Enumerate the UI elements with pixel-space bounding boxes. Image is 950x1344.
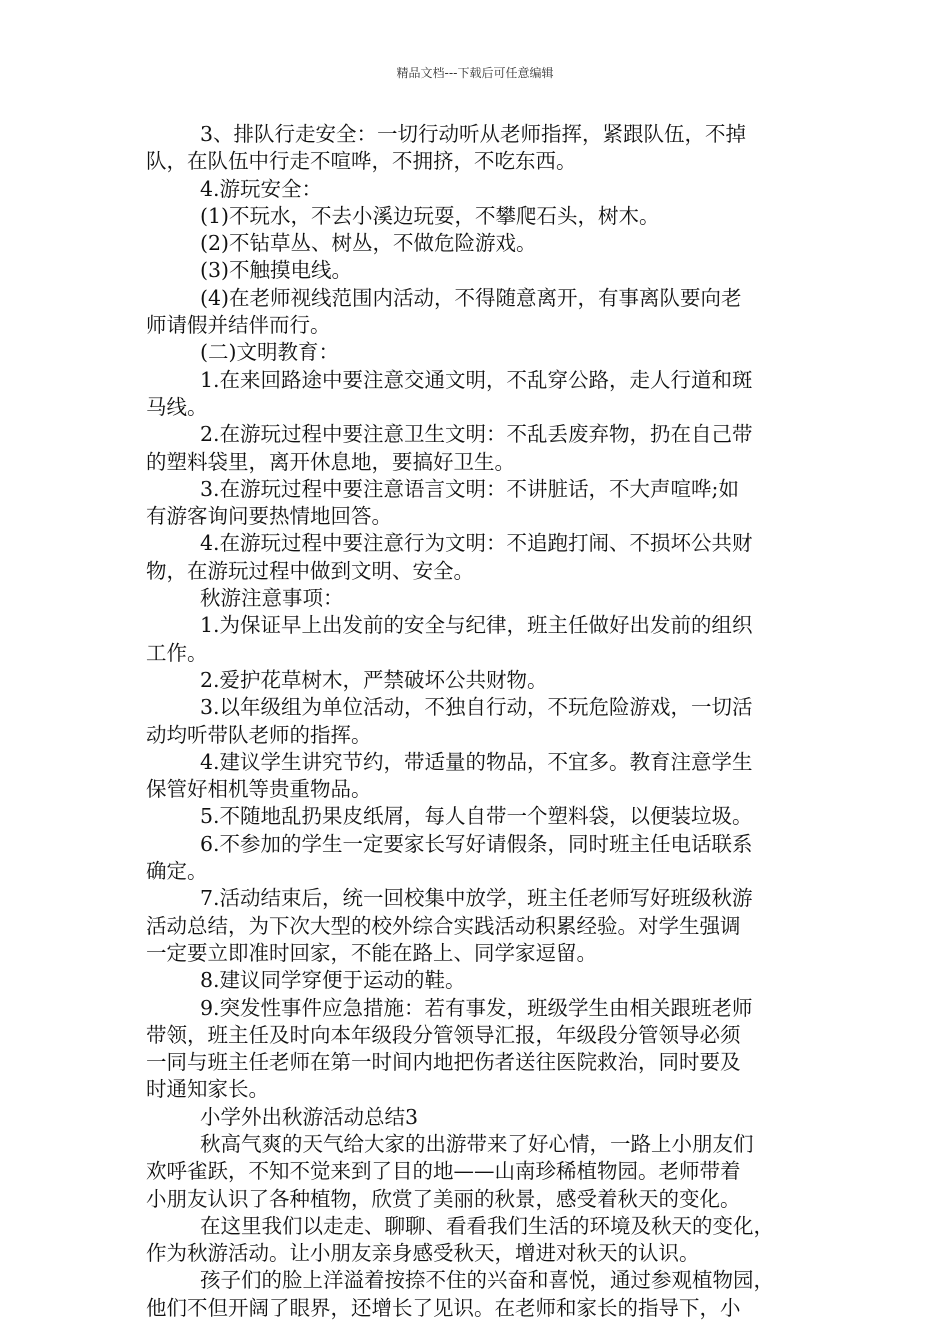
- text-line: 动均听带队老师的指挥。: [146, 722, 372, 747]
- text-line: 1.为保证早上出发前的安全与纪律，班主任做好出发前的组织: [200, 613, 753, 638]
- text-line: 小朋友认识了各种植物，欣赏了美丽的秋景，感受着秋天的变化。: [146, 1186, 741, 1211]
- text-line: (3)不触摸电线。: [200, 258, 353, 283]
- text-line: 马线。: [146, 394, 208, 419]
- text-line: 7.活动结束后，统一回校集中放学，班主任老师写好班级秋游: [200, 886, 753, 911]
- text-line: (4)在老师视线范围内活动，不得随意离开，有事离队要向老: [200, 285, 742, 310]
- text-line: (2)不钻草丛、树丛，不做危险游戏。: [200, 231, 537, 256]
- text-line: (二)文明教育：: [200, 340, 339, 365]
- text-line: 1.在来回路途中要注意交通文明，不乱穿公路，走人行道和斑: [200, 367, 753, 392]
- text-line: 2.爱护花草树木，严禁破坏公共财物。: [200, 667, 548, 692]
- text-line: 3、排队行走安全：一切行动听从老师指挥，紧跟队伍，不掉: [200, 122, 747, 146]
- text-line: 秋高气爽的天气给大家的出游带来了好心情，一路上小朋友们: [200, 1131, 754, 1156]
- text-line: 活动总结，为下次大型的校外综合实践活动积累经验。对学生强调: [146, 913, 741, 938]
- text-line: 确定。: [146, 859, 208, 884]
- text-line: 他们不但开阔了眼界，还增长了见识。在老师和家长的指导下，小: [146, 1295, 741, 1320]
- text-line: 工作。: [146, 640, 208, 665]
- text-line: 8.建议同学穿便于运动的鞋。: [200, 968, 466, 993]
- text-line: 孩子们的脸上洋溢着按捺不住的兴奋和喜悦，通过参观植物园，: [200, 1268, 774, 1293]
- text-line: 小学外出秋游活动总结3: [200, 1104, 419, 1129]
- text-line: 师请假并结伴而行。: [146, 313, 331, 338]
- text-line: 9.突发性事件应急措施：若有事发，班级学生由相关跟班老师: [200, 995, 753, 1020]
- text-line: 4.建议学生讲究节约，带适量的物品，不宜多。教育注意学生: [200, 749, 753, 774]
- text-line: 一同与班主任老师在第一时间内地把伤者送往医院救治，同时要及: [146, 1050, 741, 1075]
- text-line: 3.以年级组为单位活动，不独自行动，不玩危险游戏，一切活: [200, 695, 753, 720]
- text-line: 欢呼雀跃，不知不觉来到了目的地——山南珍稀植物园。老师带着: [146, 1159, 741, 1184]
- text-line: 作为秋游活动。让小朋友亲身感受秋天，增进对秋天的认识。: [146, 1241, 700, 1266]
- text-line: 的塑料袋里，离开休息地，要搞好卫生。: [146, 449, 515, 474]
- text-line: 队，在队伍中行走不喧哗，不拥挤，不吃东西。: [146, 149, 577, 174]
- document-body: [146, 121, 806, 1322]
- text-line: 带领，班主任及时向本年级段分管领导汇报，年级段分管领导必须: [146, 1022, 741, 1047]
- text-line: 2.在游玩过程中要注意卫生文明：不乱丢废弃物，扔在自己带: [200, 422, 753, 447]
- text-line: 6.不参加的学生一定要家长写好请假条，同时班主任电话联系: [200, 831, 753, 856]
- text-line: 5.不随地乱扔果皮纸屑，每人自带一个塑料袋，以便装垃圾。: [200, 804, 753, 829]
- page-header: 精品文档---下载后可任意编辑: [396, 66, 554, 80]
- text-line: 有游客询问要热情地回答。: [146, 504, 392, 529]
- text-line: 4.游玩安全：: [200, 176, 323, 201]
- text-line: 时通知家长。: [146, 1077, 269, 1102]
- text-line: 4.在游玩过程中要注意行为文明：不追跑打闹、不损坏公共财: [200, 531, 753, 556]
- text-line: 在这里我们以走走、聊聊、看看我们生活的环境及秋天的变化，: [200, 1213, 774, 1238]
- text-line: 一定要立即准时回家，不能在路上、同学家逗留。: [146, 940, 597, 965]
- text-line: 秋游注意事项：: [200, 586, 344, 611]
- text-line: 物，在游玩过程中做到文明、安全。: [146, 558, 474, 583]
- text-line: 保管好相机等贵重物品。: [146, 777, 372, 802]
- text-line: 3.在游玩过程中要注意语言文明：不讲脏话，不大声喧哗;如: [200, 476, 739, 501]
- text-line: (1)不玩水，不去小溪边玩耍，不攀爬石头，树木。: [200, 203, 660, 228]
